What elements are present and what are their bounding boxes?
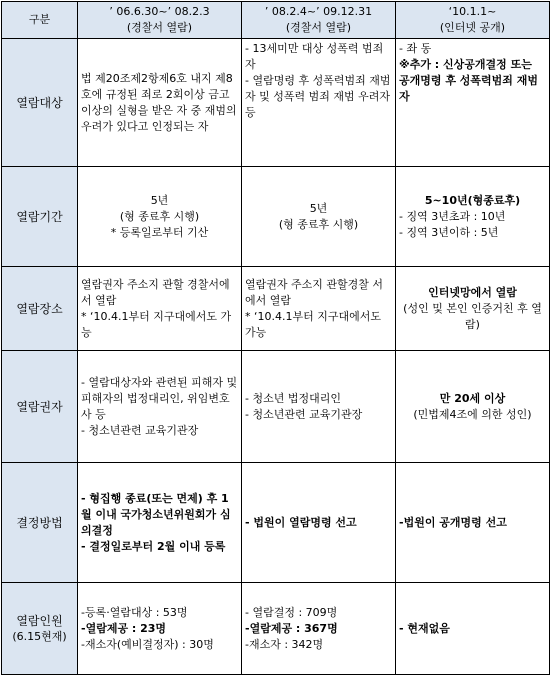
cell-count-2: - 열람결정 : 709명 -열람제공 : 367명 -재소자 : 342명: [242, 583, 396, 675]
comparison-table: [1, 1, 550, 675]
cell-period-2: 5년 (형 종료후 시행): [242, 167, 396, 267]
cell-count-3: - 현재없음: [396, 583, 550, 675]
header-row: [2, 2, 550, 39]
row-label-count: 열람인원 (6.15현재): [2, 583, 78, 675]
row-count: [2, 583, 550, 675]
cell-decision-3: -법원이 공개명령 선고: [396, 463, 550, 583]
cell-right-2: - 청소년 법정대리인 - 청소년관련 교육기관장: [242, 351, 396, 463]
header-category: 구분: [2, 2, 78, 39]
cell-period-1: 5년 (형 종료후 시행) * 등록일로부터 기산: [78, 167, 242, 267]
cell-period-3: 5~10년(형종료후) - 징역 3년초과 : 10년 - 징역 3년이하 : 5년: [396, 167, 550, 267]
cell-decision-1: - 형집행 종료(또는 면제) 후 1월 이내 국가청소년위원회가 심의결정 - 결정일로부터 2월 이내 등록: [78, 463, 242, 583]
cell-right-3: 만 20세 이상 (민법제4조에 의한 성인): [396, 351, 550, 463]
header-period-1: ’ 06.6.30~’ 08.2.3 (경찰서 열람): [78, 2, 242, 39]
header-period-2: ’ 08.2.4~’ 09.12.31 (경찰서 열람): [242, 2, 396, 39]
row-label-decision: 결정방법: [2, 463, 78, 583]
cell-count-1: -등록·열람대상 : 53명 -열람제공 : 23명 -재소자(예비결정자) : 30명: [78, 583, 242, 675]
cell-target-2: - 13세미만 대상 성폭력 범죄자 - 열람명령 후 성폭력범죄 재범자 및 성폭력 범죄 재범 우려자 등: [242, 39, 396, 167]
row-label-right: 열람권자: [2, 351, 78, 463]
row-period: [2, 167, 550, 267]
row-place: [2, 267, 550, 351]
cell-target-1: 법 제20조제2항제6호 내지 제8호에 규정된 죄로 2회이상 금고이상의 실형을 받은 자 중 재범의 우려가 있다고 인정되는 자: [78, 39, 242, 167]
row-label-target: 열람대상: [2, 39, 78, 167]
cell-place-3: 인터넷망에서 열람 (성인 및 본인 인증거친 후 열람): [396, 267, 550, 351]
cell-right-1: - 열람대상자와 관련된 피해자 및 피해자의 법정대리인, 위임변호사 등 - 청소년관련 교육기관장: [78, 351, 242, 463]
row-label-period: 열람기간: [2, 167, 78, 267]
row-right: [2, 351, 550, 463]
row-label-place: 열람장소: [2, 267, 78, 351]
cell-place-2: 열람권자 주소지 관할경찰 서에서 열람 * ‘10.4.1부터 지구대에서도 가능: [242, 267, 396, 351]
cell-decision-2: - 법원이 열람명령 선고: [242, 463, 396, 583]
row-target: [2, 39, 550, 167]
header-period-3: ‘10.1.1~ (인터넷 공개): [396, 2, 550, 39]
cell-place-1: 열람권자 주소지 관할 경찰서에서 열람 * ‘10.4.1부터 지구대에서도 가능: [78, 267, 242, 351]
row-decision: [2, 463, 550, 583]
cell-target-3: - 좌 동 ※추가 : 신상공개결정 또는 공개명령 후 성폭력범죄 재범자: [396, 39, 550, 167]
